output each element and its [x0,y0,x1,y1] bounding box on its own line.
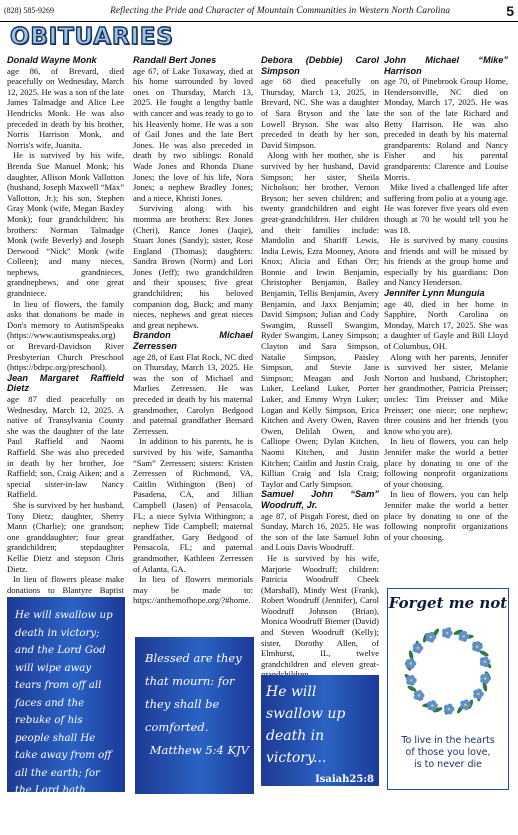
obituary-paragraph: He is survived by many cousins and friends and will be missed by his friends at the group home and especially by his guardians: Don and Nancy Henderson. [384,235,508,288]
flower-center [431,704,434,707]
flower-center [409,662,412,665]
scripture-reference: Isaiah25:8 [315,774,374,785]
column-1 [7,55,124,606]
obituary-name: Randall Bert Jones [133,55,217,65]
flower-center [484,660,487,663]
flower-center [429,636,432,639]
flower-center [484,677,487,680]
flower-petal [416,643,421,648]
flower-center [448,708,451,711]
flower-petal [483,656,488,661]
column-2 [133,55,253,606]
phone-number: (828) 585-9269 [4,6,54,15]
scripture-text: He will swallow up death in victory; and the Lord God will wipe away tears from off all faces and the rebuke of his people shall He take away from off all the earth; for the Lord hath spoken it. [15,610,113,814]
obituary-paragraph: In addition to his parents, he is survived by his wife, Samantha “Sam” Zerressen; sisters: Kristen Zerressen of Richmond, VA, Caitlin Withington (Ben) of Pasadena, CA, and Jillian Campbell (Jasen) of Pensacola, FL; a niece Sylvia Withington; a nephew Tide Campbell; maternal grandfather, Gary Bedgood of Pensacola, FL; and paternal grandmother, Kathleen Zerressen of Atlanta, GA. [133,436,253,574]
flower-petal [417,690,422,695]
page-number: 5 [506,2,514,19]
obituary-name: Jean Margaret Raffield Dietz [7,372,124,394]
flower-center [446,632,449,635]
flower-petal [409,675,414,680]
flower-petal [464,699,469,704]
flower-center [410,679,413,682]
obituary-paragraph: In lieu of flowers, the family asks that donations be made in Don's memory to AutismSpeaks (https://www.autismspeaks.org) or Brevard-Davidson River Presbyterian Church Preschool (https://bdrpc.org/preschool). [7,298,124,373]
flower-petal [447,704,452,709]
flower-center [476,645,479,648]
flower-center [462,635,465,638]
scripture-reference: Isaiah 25:8 [68,820,119,830]
flower-center [418,694,421,697]
obituary-paragraph: age 86, of Brevard, died peacefully on Wednesday, March 12, 2025. He was a son of the late James Talmadge and Alice Lee Hendricks Monk. He was also preceded in death by his brother, Norris Harrison Monk, and Norris's wife, Juanita. [7,65,124,150]
obituary-name: Donald Wayne Monk [7,55,97,65]
scripture-text: He will swallow up death in victory... [266,684,346,766]
flower-petal [484,673,489,678]
scripture-box-matthew [135,637,254,794]
obituary-paragraph: He is survived by his wife, Marjorie Woodruff; children: Patricia Woodruff Cheek (Marshall), Mindy West (Frank), Robert Woodruff (Jennifer), Carol Woodruff Johnson (Brian), Monica Woodruff Biemer (David) and Steven Woodruff (Kelly); sister, Dorothy Allen, of Elmhurst, IL, twelve grandchildren and eleven great- [261,552,379,669]
obituary-paragraph: age 40, died in her home in Sapphire, North Carolina on Monday, March 17, 2025. She was a daughter of Gayle and Bill Lloyd of Columbus, OH. [384,298,508,352]
obituary-paragraph: age 28, of East Flat Rock, NC died on Thursday, March 13, 2025. He was the son of Michael and Marlies Zerressen. He was preceded in death by his maternal grandmother, Carolyn Bedgood and paternal grandfather Bernard Zerressen. [133,351,253,436]
memorial-line-3: is to never die [414,759,482,770]
forget-me-not-title: Forget me not [388,594,508,612]
section-title: OBITUARIES [10,24,174,50]
column-4 [384,55,508,542]
flower-center [464,704,467,707]
obituary-paragraph: In lieu of flowers, you can help Jennifer make the world a better place by donating to one of the following nonprofit organizations of your choosing. [384,436,508,489]
flower-petal [431,700,436,705]
memorial-line-2: of those you love, [405,747,491,758]
flower-center [416,647,419,650]
obituary-name: Samuel John “Sam” Woodruff, Jr. [261,489,379,510]
flower-petal [429,632,434,637]
obituary-name: John Michael “Mike” Harrison [384,55,508,76]
forget-me-not-box [387,588,509,790]
masthead-tagline: Reflecting the Pride and Character of Mountain Communities in Western North Carolina [110,5,451,16]
obituary-paragraph: Along with her mother, she is survived by her husband, David Simpson; her sister, Sheila Nicholson; her brother, Vernon Bryson; her seven children; and twenty grandchildren and eight great-grandchildren. Her children and their families include: Mandolin and Shariff Lewis, India Lewis, Ezra Mooney, Anora Knox; Alicia and Ethan Orr; Bonnie and Irwin Benjamin, Christopher Benjamin, Bailey Benjamin, Tellis Benjamin, Avery Benjamin, and Jaxx Benjamin; David Simpson; Julian and Cody Swangim, Russell Swangim, Ryder Swangim, Laney Simpson; Clayton and Sara Simpson, Natalie Simpson, Paisley Simpson, and Stevie Jane Simpson; Meagan and Josh Luker, Leeland Luker, Porter Luker, and Emmy Wryn Luker; Logan and Kelly Simpson, Erica Kitchen and Avery Owen, Raven Owen, Delilah Owen, and Calliope Owen; Dylan Kitchen, Naomi Kitchen, and Justin Kitchen; Caitlin and Justin Craig, Killian Craig and Isla Craig; Taylor and Carly Simpson. [261,150,379,489]
flower-petal [477,689,482,694]
obituary-paragraph: Surviving along with his momma are brothers: Rex Jones (Cheri), Rance Jones (Jaqie), Stuart Jones (Sandy); sister, Rose England (Thomas); daughters: Sandra Brown (Norm) and Lori Jones (Jeff); two grandchildren and their spouses; five great grandchildren; his beloved companion dog, Buck; and many nieces, nephews and great nieces and great nephews. [133,203,253,330]
obituary-paragraph: In lieu of flowers memorials may be made to: https://anthemofhope.org/?#home. [133,574,253,606]
flower-center [477,693,480,696]
obituary-name: Debora (Debbie) Carol Simpson [261,55,379,76]
obituary-paragraph: age 67, of Lake Toxaway, died at his home surrounded by loved ones on Thursday, March 13, 2025. He fought a lengthy battle with cancer and was ready to go to his Heavenly home. He was a son of Gail Jones and the late Bert Jones. He was also preceded in death by two siblings: Ronald Wade Jones and Rhonda Diane Jones; the love of his life, Nora Jones; a nephew Bradley Jones; and a niece, Khristi Jones. [133,65,253,203]
flower-wreath-icon [400,615,496,725]
section-title-wrap [10,24,174,50]
obituary-paragraph: He is survived by his wife, Brenda Sue Manuel Monk; his daughter, Allison Monk Vallotton (husband, Joseph Maxwell “Max” Vallotton, Jr.); his son, Stephen Gray Monk (wife, Megan Baxley Monk); four grandchildren; his brothers: Norman Talmadge Monk (wife Beverly) and Joseph Derwood “Nick” Monk (wife Colleen); and many nieces, nephews, grandnieces, grandnephews, and one great grandniece. [7,150,124,299]
flower-petal [409,658,414,663]
column-3 [261,55,379,680]
memorial-line-1: To live in the hearts [401,735,495,746]
obituary-paragraph: age 70, of Pinebrook Group Home, Hendersonville, NC died on Monday, March 17, 2025. He was the son of the late Richard and Betty Harrison. He was also preceded in death by his maternal grandparents: Roland and Nancy Fisher and his parental grandparents: Clarence and Louise Morris. [384,76,508,182]
scripture-box-isaiah-short [261,675,379,786]
obituary-paragraph: age 68 died peacefully on Thursday, March 13, 2025, in Brevard, NC. She was a daughter of Sara Bryson and the late Lowell Bryson. She was also preceded in death by her son, David Simpson. [261,76,379,150]
page-header [0,0,518,22]
obituary-paragraph: In lieu of flowers, you can help Jennifer make the world a better place by donating to one of the following nonprofit organizations of your choosing. [384,489,508,542]
scripture-text: Blessed are they that mourn: for they shall be comforted. [145,651,242,734]
flower-petal [445,628,450,633]
flower-petal [475,641,480,646]
obituary-paragraph: Mike lived a challenged life after suffering from polio at a young age. He was forever five years old even though at 70 he would tell you he was 18. [384,182,508,235]
obituary-paragraph: age 87 died peacefully on Wednesday, March 12, 2025. A native of Transylvania County she was the daughter of the late Paul Raffield and Naomi Raffield. She was also preceded in death by her brother, Joe Raffield; son, Craig Aiken; and a special sister-in-law Nancy Raffield. [7,394,124,500]
obituary-paragraph: age 87, of Pisgah Forest, died on Sunday, March 16, 2025. He was the son of the late Samuel John and Louis Davis Woodruff. [261,510,379,553]
obituary-paragraph: Along with her parents, Jennifer is survived her sister, Melanie Norton and husband, Christopher; her grandmother, Patricia Preisser; uncles: Tim Preisser and Mike Preisser; one niece; one nephew; three cousins and her friends (you know who you are). [384,351,508,436]
flower-petal [462,631,467,636]
obituary-name: Brandon Michael Zerressen [133,330,253,352]
obituary-name: Jennifer Lynn Munguia [384,288,485,299]
obituary-paragraph: In lieu of flowers please make donations to Blantyre Baptist [7,574,124,595]
scripture-box-isaiah [7,597,125,830]
scripture-reference: Matthew 5:4 KJV [149,743,249,757]
obituary-paragraph: She is survived by her husband, Tony Dietz; daughter, Sherry Mann (Charlie); one grandson; one granddaughter; four great grandchildren; stepdaughter Kellie Dietz and stepson Chris Dietz. [7,499,124,574]
